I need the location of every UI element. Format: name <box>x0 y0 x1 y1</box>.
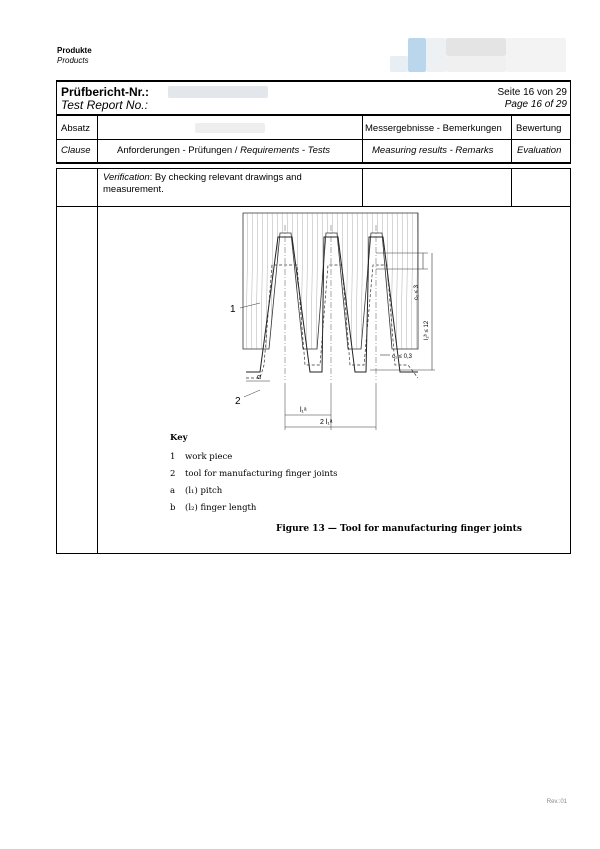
company-name-en: Products <box>57 56 89 65</box>
key-num: a <box>170 486 176 496</box>
company-header <box>57 46 92 66</box>
key-num: 2 <box>170 469 176 479</box>
redacted-report-number <box>168 86 268 98</box>
col-clause-en: Clause <box>61 145 91 156</box>
label-2: 2 <box>235 396 241 407</box>
key-text: (l₂) finger length <box>185 503 257 513</box>
page-number <box>498 87 568 111</box>
label-c2: c₁ ≤ 0,3 <box>392 354 412 360</box>
label-c1: c₁ ≤ 3 <box>414 285 420 300</box>
key-num: b <box>170 503 176 513</box>
col-evaluation-de: Bewertung <box>516 123 562 134</box>
redacted-requirements-de <box>195 123 265 133</box>
figure-caption: Figure 13 — Tool for manufacturing finger joints <box>276 524 522 534</box>
col-results-en: Measuring results - Remarks <box>372 145 494 156</box>
finger-joint-figure <box>160 205 460 445</box>
col-requirements-de-text: Anforderungen - Prüfungen / <box>117 145 241 156</box>
label-2l1: 2 l₁ᵃ <box>320 419 333 426</box>
key-item <box>170 449 338 466</box>
page-number-de: Seite 16 von 29 <box>497 87 567 98</box>
key-title: Key <box>170 433 188 443</box>
col-clause-de: Absatz <box>61 123 91 134</box>
key-item <box>170 466 338 483</box>
verification-body: : By checking relevant drawings and <box>149 172 302 183</box>
col-requirements-en <box>117 145 330 157</box>
col-evaluation-en: Evaluation <box>517 145 562 156</box>
verification-text <box>103 172 302 196</box>
key-num: 1 <box>170 452 176 462</box>
verification-body-2: measurement. <box>103 184 164 195</box>
label-l2: l₂ᵇ ≤ 12 <box>424 320 430 340</box>
key-text: work piece <box>185 452 233 462</box>
company-name-de: Produkte <box>57 46 92 55</box>
col-results-de: Messergebnisse - Bemerkungen <box>365 123 502 134</box>
key-text: tool for manufacturing finger joints <box>185 469 338 479</box>
verification-label: Verification <box>103 172 150 183</box>
report-title-de: Prüfbericht-Nr.: <box>61 85 150 99</box>
revision-number: Rev.:01 <box>546 799 567 805</box>
leader-2 <box>244 390 260 397</box>
label-l1: l₁ᵃ <box>300 407 307 414</box>
report-title-en: Test Report No.: <box>61 98 148 112</box>
key-item <box>170 500 338 517</box>
key-text: (l₁) pitch <box>185 486 223 496</box>
label-alpha: α <box>257 374 262 381</box>
key-list <box>170 449 338 517</box>
key-item <box>170 483 338 500</box>
report-number-label <box>61 86 149 112</box>
label-1: 1 <box>230 304 236 315</box>
col-requirements-en-text: Requirements - Tests <box>240 145 330 156</box>
page-number-en: Page 16 of 29 <box>504 99 567 110</box>
